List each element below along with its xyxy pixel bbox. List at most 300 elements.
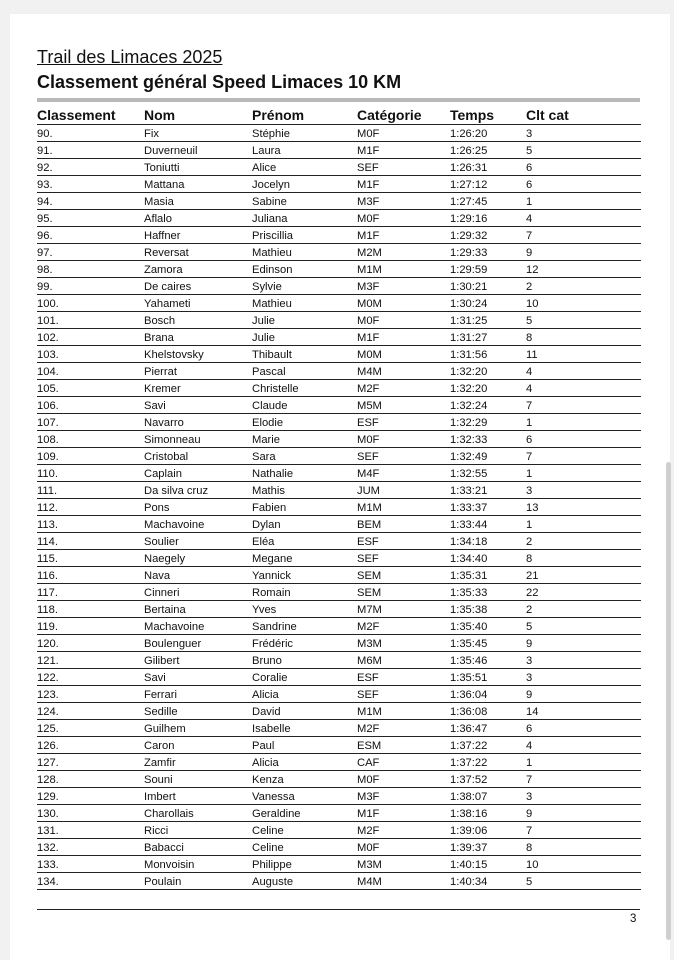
cell-category: M3F: [357, 193, 450, 210]
cell-category-rank: 7: [526, 397, 641, 414]
cell-time: 1:40:34: [450, 873, 526, 890]
cell-category-rank: 3: [526, 125, 641, 142]
cell-last-name: Brana: [144, 329, 252, 346]
table-row: [37, 227, 641, 244]
cell-first-name: Thibault: [252, 346, 357, 363]
cell-rank: 127.: [37, 754, 144, 771]
cell-time: 1:27:12: [450, 176, 526, 193]
cell-category-rank: 3: [526, 482, 641, 499]
cell-category: M1F: [357, 227, 450, 244]
table-row: [37, 448, 641, 465]
cell-category-rank: 1: [526, 414, 641, 431]
table-row: [37, 397, 641, 414]
footer-rule: [37, 909, 640, 910]
cell-time: 1:40:15: [450, 856, 526, 873]
table-row: [37, 873, 641, 890]
table-row: [37, 652, 641, 669]
cell-rank: 124.: [37, 703, 144, 720]
cell-last-name: Reversat: [144, 244, 252, 261]
cell-category: M2F: [357, 822, 450, 839]
cell-category: BEM: [357, 516, 450, 533]
cell-first-name: Laura: [252, 142, 357, 159]
cell-first-name: Philippe: [252, 856, 357, 873]
cell-first-name: Julie: [252, 312, 357, 329]
cell-category-rank: 21: [526, 567, 641, 584]
table-row: [37, 754, 641, 771]
cell-first-name: Jocelyn: [252, 176, 357, 193]
cell-last-name: Mattana: [144, 176, 252, 193]
table-row: [37, 788, 641, 805]
table-row: [37, 278, 641, 295]
table-row: [37, 193, 641, 210]
cell-category: M1M: [357, 703, 450, 720]
cell-first-name: Bruno: [252, 652, 357, 669]
cell-last-name: Simonneau: [144, 431, 252, 448]
cell-rank: 111.: [37, 482, 144, 499]
cell-category-rank: 9: [526, 686, 641, 703]
cell-category: SEF: [357, 159, 450, 176]
cell-rank: 121.: [37, 652, 144, 669]
cell-last-name: Cinneri: [144, 584, 252, 601]
table-row: [37, 516, 641, 533]
cell-rank: 101.: [37, 312, 144, 329]
cell-rank: 112.: [37, 499, 144, 516]
cell-rank: 94.: [37, 193, 144, 210]
cell-rank: 123.: [37, 686, 144, 703]
cell-time: 1:30:24: [450, 295, 526, 312]
cell-rank: 104.: [37, 363, 144, 380]
cell-last-name: Duverneuil: [144, 142, 252, 159]
cell-first-name: Coralie: [252, 669, 357, 686]
cell-first-name: Nathalie: [252, 465, 357, 482]
cell-category-rank: 11: [526, 346, 641, 363]
cell-first-name: Celine: [252, 839, 357, 856]
cell-category: M1F: [357, 142, 450, 159]
cell-time: 1:34:40: [450, 550, 526, 567]
cell-first-name: Kenza: [252, 771, 357, 788]
cell-last-name: Caron: [144, 737, 252, 754]
cell-last-name: Gilibert: [144, 652, 252, 669]
cell-category-rank: 13: [526, 499, 641, 516]
cell-last-name: Khelstovsky: [144, 346, 252, 363]
cell-category: M5M: [357, 397, 450, 414]
cell-category-rank: 1: [526, 465, 641, 482]
cell-rank: 108.: [37, 431, 144, 448]
cell-category-rank: 4: [526, 210, 641, 227]
cell-time: 1:39:37: [450, 839, 526, 856]
table-row: [37, 856, 641, 873]
cell-first-name: Alicia: [252, 686, 357, 703]
cell-category: ESF: [357, 414, 450, 431]
header-prenom: Prénom: [252, 104, 357, 125]
cell-rank: 106.: [37, 397, 144, 414]
cell-category: M0M: [357, 346, 450, 363]
cell-first-name: Alicia: [252, 754, 357, 771]
table-row: [37, 686, 641, 703]
cell-last-name: Naegely: [144, 550, 252, 567]
cell-time: 1:36:47: [450, 720, 526, 737]
cell-category-rank: 10: [526, 856, 641, 873]
cell-category: M0F: [357, 431, 450, 448]
cell-last-name: Aflalo: [144, 210, 252, 227]
cell-category: M1M: [357, 261, 450, 278]
table-row: [37, 414, 641, 431]
cell-category-rank: 7: [526, 771, 641, 788]
cell-rank: 129.: [37, 788, 144, 805]
cell-category-rank: 5: [526, 142, 641, 159]
cell-first-name: Julie: [252, 329, 357, 346]
cell-rank: 99.: [37, 278, 144, 295]
cell-last-name: Soulier: [144, 533, 252, 550]
table-row: [37, 720, 641, 737]
cell-last-name: Kremer: [144, 380, 252, 397]
cell-category: M4M: [357, 363, 450, 380]
cell-first-name: Celine: [252, 822, 357, 839]
cell-rank: 131.: [37, 822, 144, 839]
cell-category-rank: 5: [526, 312, 641, 329]
cell-category-rank: 7: [526, 822, 641, 839]
cell-time: 1:33:21: [450, 482, 526, 499]
cell-time: 1:31:27: [450, 329, 526, 346]
cell-first-name: Sandrine: [252, 618, 357, 635]
cell-time: 1:26:25: [450, 142, 526, 159]
cell-time: 1:31:25: [450, 312, 526, 329]
cell-first-name: Yannick: [252, 567, 357, 584]
cell-category: M2F: [357, 380, 450, 397]
cell-last-name: Caplain: [144, 465, 252, 482]
cell-first-name: Elodie: [252, 414, 357, 431]
cell-time: 1:36:04: [450, 686, 526, 703]
cell-last-name: Da silva cruz: [144, 482, 252, 499]
cell-category: M0F: [357, 312, 450, 329]
cell-first-name: Paul: [252, 737, 357, 754]
cell-last-name: Ricci: [144, 822, 252, 839]
cell-category-rank: 9: [526, 635, 641, 652]
cell-first-name: Eléa: [252, 533, 357, 550]
cell-rank: 115.: [37, 550, 144, 567]
cell-time: 1:38:07: [450, 788, 526, 805]
cell-last-name: Yahameti: [144, 295, 252, 312]
table-row: [37, 210, 641, 227]
cell-category-rank: 8: [526, 839, 641, 856]
cell-last-name: Monvoisin: [144, 856, 252, 873]
cell-last-name: Pierrat: [144, 363, 252, 380]
cell-time: 1:33:44: [450, 516, 526, 533]
cell-first-name: Stéphie: [252, 125, 357, 142]
table-row: [37, 176, 641, 193]
cell-last-name: Boulenguer: [144, 635, 252, 652]
cell-time: 1:32:33: [450, 431, 526, 448]
cell-first-name: Mathis: [252, 482, 357, 499]
cell-time: 1:31:56: [450, 346, 526, 363]
cell-time: 1:32:55: [450, 465, 526, 482]
cell-first-name: Yves: [252, 601, 357, 618]
cell-time: 1:35:51: [450, 669, 526, 686]
cell-category: M1F: [357, 329, 450, 346]
cell-time: 1:29:59: [450, 261, 526, 278]
header-classement: Classement: [37, 104, 144, 125]
cell-time: 1:26:20: [450, 125, 526, 142]
cell-time: 1:27:45: [450, 193, 526, 210]
cell-category-rank: 3: [526, 652, 641, 669]
cell-first-name: Sylvie: [252, 278, 357, 295]
cell-rank: 120.: [37, 635, 144, 652]
table-row: [37, 737, 641, 754]
cell-last-name: Navarro: [144, 414, 252, 431]
cell-rank: 134.: [37, 873, 144, 890]
cell-rank: 97.: [37, 244, 144, 261]
cell-last-name: Zamora: [144, 261, 252, 278]
cell-category-rank: 6: [526, 720, 641, 737]
table-row: [37, 822, 641, 839]
cell-rank: 109.: [37, 448, 144, 465]
table-row: [37, 125, 641, 142]
cell-time: 1:26:31: [450, 159, 526, 176]
cell-time: 1:34:18: [450, 533, 526, 550]
cell-category: ESF: [357, 533, 450, 550]
cell-first-name: Edinson: [252, 261, 357, 278]
cell-category-rank: 3: [526, 669, 641, 686]
cell-rank: 125.: [37, 720, 144, 737]
table-row: [37, 669, 641, 686]
cell-first-name: Dylan: [252, 516, 357, 533]
cell-category: M0F: [357, 210, 450, 227]
cell-time: 1:32:20: [450, 380, 526, 397]
cell-rank: 90.: [37, 125, 144, 142]
page-number: 3: [630, 913, 637, 925]
cell-rank: 116.: [37, 567, 144, 584]
cell-first-name: Juliana: [252, 210, 357, 227]
cell-time: 1:35:33: [450, 584, 526, 601]
cell-time: 1:35:46: [450, 652, 526, 669]
scrollbar[interactable]: [666, 462, 671, 940]
cell-last-name: De caires: [144, 278, 252, 295]
table-row: [37, 601, 641, 618]
cell-last-name: Masia: [144, 193, 252, 210]
table-row: [37, 244, 641, 261]
cell-rank: 126.: [37, 737, 144, 754]
cell-category: M3F: [357, 278, 450, 295]
cell-category: M0F: [357, 839, 450, 856]
header-nom: Nom: [144, 104, 252, 125]
cell-time: 1:38:16: [450, 805, 526, 822]
cell-last-name: Cristobal: [144, 448, 252, 465]
table-row: [37, 567, 641, 584]
cell-time: 1:30:21: [450, 278, 526, 295]
cell-category: SEM: [357, 567, 450, 584]
cell-last-name: Poulain: [144, 873, 252, 890]
table-row: [37, 584, 641, 601]
cell-rank: 110.: [37, 465, 144, 482]
cell-first-name: Frédéric: [252, 635, 357, 652]
cell-time: 1:29:32: [450, 227, 526, 244]
cell-rank: 107.: [37, 414, 144, 431]
cell-first-name: Geraldine: [252, 805, 357, 822]
table-row: [37, 771, 641, 788]
cell-category-rank: 6: [526, 159, 641, 176]
cell-category-rank: 1: [526, 193, 641, 210]
cell-category: M0F: [357, 771, 450, 788]
cell-category-rank: 2: [526, 278, 641, 295]
table-row: [37, 142, 641, 159]
cell-category-rank: 6: [526, 431, 641, 448]
cell-category: JUM: [357, 482, 450, 499]
cell-first-name: Alice: [252, 159, 357, 176]
cell-first-name: David: [252, 703, 357, 720]
cell-last-name: Nava: [144, 567, 252, 584]
table-row: [37, 635, 641, 652]
cell-rank: 133.: [37, 856, 144, 873]
table-row: [37, 533, 641, 550]
cell-rank: 117.: [37, 584, 144, 601]
cell-category-rank: 12: [526, 261, 641, 278]
table-row: [37, 839, 641, 856]
table-row: [37, 295, 641, 312]
cell-rank: 96.: [37, 227, 144, 244]
cell-category-rank: 9: [526, 805, 641, 822]
cell-category-rank: 5: [526, 618, 641, 635]
cell-time: 1:37:52: [450, 771, 526, 788]
cell-last-name: Sedille: [144, 703, 252, 720]
table-row: [37, 329, 641, 346]
cell-category: SEM: [357, 584, 450, 601]
cell-last-name: Souni: [144, 771, 252, 788]
cell-category: ESM: [357, 737, 450, 754]
cell-rank: 119.: [37, 618, 144, 635]
document-page: [10, 14, 670, 960]
cell-first-name: Mathieu: [252, 295, 357, 312]
cell-time: 1:32:49: [450, 448, 526, 465]
cell-last-name: Machavoine: [144, 516, 252, 533]
table-row: [37, 482, 641, 499]
cell-time: 1:37:22: [450, 737, 526, 754]
table-row: [37, 380, 641, 397]
cell-last-name: Charollais: [144, 805, 252, 822]
cell-category: M2F: [357, 618, 450, 635]
cell-first-name: Megane: [252, 550, 357, 567]
cell-time: 1:36:08: [450, 703, 526, 720]
table-row: [37, 346, 641, 363]
cell-category: M2M: [357, 244, 450, 261]
cell-last-name: Pons: [144, 499, 252, 516]
cell-rank: 132.: [37, 839, 144, 856]
cell-last-name: Savi: [144, 397, 252, 414]
cell-time: 1:33:37: [450, 499, 526, 516]
cell-category-rank: 8: [526, 550, 641, 567]
cell-first-name: Fabien: [252, 499, 357, 516]
cell-category-rank: 10: [526, 295, 641, 312]
cell-category: M0M: [357, 295, 450, 312]
cell-last-name: Haffner: [144, 227, 252, 244]
cell-last-name: Fix: [144, 125, 252, 142]
table-row: [37, 431, 641, 448]
table-row: [37, 261, 641, 278]
cell-first-name: Priscillia: [252, 227, 357, 244]
header-temps: Temps: [450, 104, 526, 125]
table-row: [37, 465, 641, 482]
cell-category-rank: 7: [526, 227, 641, 244]
cell-category: M4M: [357, 873, 450, 890]
table-row: [37, 618, 641, 635]
cell-last-name: Savi: [144, 669, 252, 686]
cell-first-name: Mathieu: [252, 244, 357, 261]
header-row: [37, 104, 641, 125]
cell-category: ESF: [357, 669, 450, 686]
cell-category: M3M: [357, 856, 450, 873]
cell-category: M4F: [357, 465, 450, 482]
cell-last-name: Imbert: [144, 788, 252, 805]
cell-time: 1:35:38: [450, 601, 526, 618]
cell-category: M3M: [357, 635, 450, 652]
cell-category-rank: 1: [526, 516, 641, 533]
cell-category: M1F: [357, 176, 450, 193]
cell-rank: 122.: [37, 669, 144, 686]
cell-rank: 130.: [37, 805, 144, 822]
table-row: [37, 805, 641, 822]
cell-rank: 92.: [37, 159, 144, 176]
cell-time: 1:35:31: [450, 567, 526, 584]
cell-rank: 100.: [37, 295, 144, 312]
cell-category: M2F: [357, 720, 450, 737]
cell-rank: 95.: [37, 210, 144, 227]
cell-last-name: Bosch: [144, 312, 252, 329]
cell-time: 1:29:33: [450, 244, 526, 261]
cell-time: 1:32:20: [450, 363, 526, 380]
header-categorie: Catégorie: [357, 104, 450, 125]
cell-category-rank: 4: [526, 363, 641, 380]
cell-rank: 128.: [37, 771, 144, 788]
table-row: [37, 159, 641, 176]
table-row: [37, 312, 641, 329]
cell-rank: 98.: [37, 261, 144, 278]
cell-first-name: Isabelle: [252, 720, 357, 737]
cell-category-rank: 9: [526, 244, 641, 261]
cell-first-name: Claude: [252, 397, 357, 414]
cell-first-name: Vanessa: [252, 788, 357, 805]
cell-category: SEF: [357, 448, 450, 465]
cell-category: M6M: [357, 652, 450, 669]
cell-rank: 105.: [37, 380, 144, 397]
cell-category-rank: 2: [526, 533, 641, 550]
cell-category-rank: 7: [526, 448, 641, 465]
cell-category: M1M: [357, 499, 450, 516]
cell-category-rank: 2: [526, 601, 641, 618]
cell-last-name: Machavoine: [144, 618, 252, 635]
cell-category-rank: 6: [526, 176, 641, 193]
cell-first-name: Auguste: [252, 873, 357, 890]
header-clt-cat: Clt cat: [526, 104, 641, 125]
table-row: [37, 550, 641, 567]
cell-first-name: Sara: [252, 448, 357, 465]
cell-first-name: Pascal: [252, 363, 357, 380]
cell-rank: 114.: [37, 533, 144, 550]
cell-rank: 91.: [37, 142, 144, 159]
cell-category: M7M: [357, 601, 450, 618]
cell-rank: 113.: [37, 516, 144, 533]
table-row: [37, 499, 641, 516]
cell-last-name: Guilhem: [144, 720, 252, 737]
cell-rank: 103.: [37, 346, 144, 363]
cell-last-name: Bertaina: [144, 601, 252, 618]
title-rule: [37, 98, 640, 102]
event-title: Trail des Limaces 2025: [37, 47, 223, 67]
cell-category-rank: 1: [526, 754, 641, 771]
cell-category-rank: 4: [526, 737, 641, 754]
cell-category: M1F: [357, 805, 450, 822]
cell-category-rank: 5: [526, 873, 641, 890]
cell-rank: 118.: [37, 601, 144, 618]
cell-last-name: Ferrari: [144, 686, 252, 703]
